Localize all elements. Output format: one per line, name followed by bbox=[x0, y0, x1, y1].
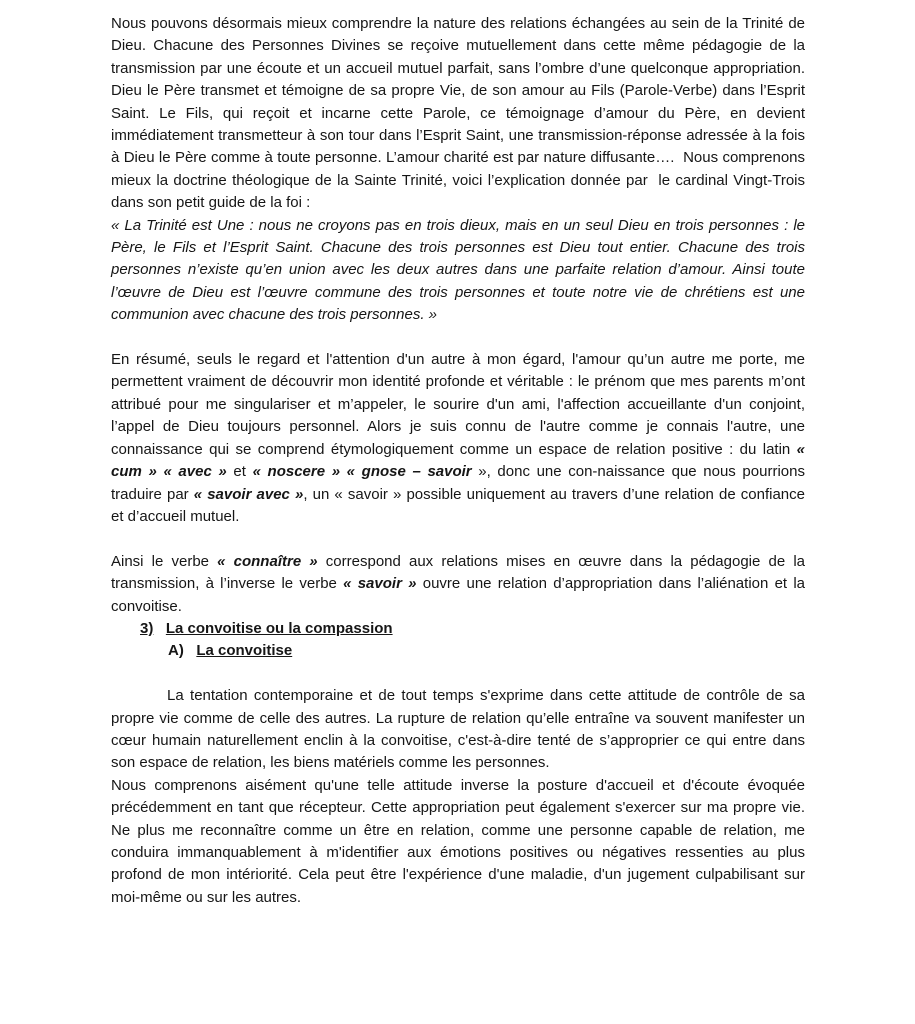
subheading-a-la-convoitise bbox=[111, 640, 805, 662]
paragraph-ainsi-le-verbe bbox=[111, 551, 805, 618]
text-run: « La Trinité est Une : nous ne croyons pas en trois dieux, mais en un seul Dieu en trois personnes : le Père, le Fils et l’Esprit Saint. Chacune des trois personnes est Dieu tout entier. Chacune des trois personnes n’existe qu’en union avec les deux autres dans une parfaite relation d’amour. Ainsi toute l’œuvre de Dieu est l’œuvre commune des trois personnes et toute notre vie de chrétiens est une communion avec chacune des trois personnes. » bbox=[111, 216, 805, 324]
heading-3-la-convoitise-ou-la-compassion bbox=[111, 618, 805, 640]
text-run: La tentation contemporaine et de tout temps s'exprime dans cette attitude de contrôle de sa propre vie comme de celle des autres. La rupture de relation qu’elle entraîne va souvent manifester un cœur humain naturellement enclin à la convoitise, c'est-à-dire tenté de s’approprier ce qui entre dans son espace de relation, les biens matériels comme les personnes. bbox=[111, 687, 805, 772]
text-run: et bbox=[226, 463, 253, 481]
text-run: Nous comprenons aisément qu'une telle attitude inverse la posture d'accueil et d'écoute évoquée précédemment en tant que récepteur. Cette appropriation peut également s'exercer sur ma propre vie. Ne plus me reconnaître comme un être en relation, comme une personne capable de relation, me conduira immanquablement à m'identifier aux émotions positives ou négatives ressenties au plus profond de mon intériorité. Cela peut être l'expérience d'une maladie, d'un jugement culpabilisant sur moi-même ou sur les autres. bbox=[111, 776, 805, 906]
text-run: En résumé, seuls le regard et l'attention d'un autre à mon égard, l'amour qu’un autre me porte, me permettent vraiment de découvrir mon identité profonde et véritable : le prénom que mes parents m’ont attribué pour me singulariser et m’appeler, le sourire d'un ami, l'affection accueillante d'un conjoint, l’appel de Dieu toujours personnel. Alors je suis connu de l'autre comme je connais l'autre, une connaissance qui se comprend étymologiquement comme un espace de relation positive : du latin bbox=[111, 351, 805, 458]
paragraph-trinite-relations bbox=[111, 13, 805, 215]
text-run: La convoitise ou la compassion bbox=[165, 619, 393, 637]
text-run: A) bbox=[168, 642, 184, 660]
paragraph-en-resume bbox=[111, 349, 805, 528]
text-run: « savoir avec » bbox=[193, 485, 304, 503]
text-run: », donc une con-naissance que nous pourrions traduire par bbox=[111, 463, 805, 503]
text-run: « cum » « avec » bbox=[111, 440, 805, 481]
text-run: « savoir » bbox=[343, 575, 417, 593]
text-run bbox=[153, 620, 166, 637]
quote-cardinal-vingt-trois bbox=[111, 215, 805, 327]
text-run: « noscere » « gnose – savoir bbox=[252, 463, 472, 481]
text-run: correspond aux relations mises en œuvre dans la pédagogie de la transmission, à l’inverse le verbe bbox=[111, 552, 806, 593]
text-run: , un « savoir » possible uniquement au travers d’une relation de confiance et d’accueil mutuel. bbox=[111, 485, 805, 525]
text-run bbox=[184, 642, 197, 659]
text-run: « connaître » bbox=[217, 552, 318, 570]
paragraph-nous-comprenons bbox=[111, 775, 805, 909]
text-run: Ainsi le verbe bbox=[111, 552, 218, 570]
text-run: 3) bbox=[140, 619, 154, 637]
paragraph-la-tentation bbox=[111, 685, 805, 775]
text-run: ouvre une relation d’appropriation dans l’aliénation et la convoitise. bbox=[111, 575, 805, 615]
text-run: Nous pouvons désormais mieux comprendre la nature des relations échangées au sein de la Trinité de Dieu. Chacune des Personnes Divines se reçoive mutuellement dans cette même pédagogie de la transmission par une écoute et un accueil mutuel parfait, sans l’ombre d’une quelconque appropriation. Dieu le Père transmet et témoigne de sa propre Vie, de son amour au Fils (Parole-Verbe) dans l’Esprit Saint. Le Fils, qui reçoit et incarne cette Parole, ce témoignage d’amour du Père, en devient immédiatement transmetteur à son tour dans l’Esprit Saint, une transmission-réponse adressée à la fois à Dieu le Père comme à toute personne. L’amour charité est par nature diffusante…. Nous comprenons mieux la doctrine théologique de la Sainte Trinité, voici l’explication donnée par le cardinal Vingt-Trois dans son petit guide de la foi : bbox=[111, 15, 805, 212]
text-run: La convoitise bbox=[196, 642, 293, 660]
